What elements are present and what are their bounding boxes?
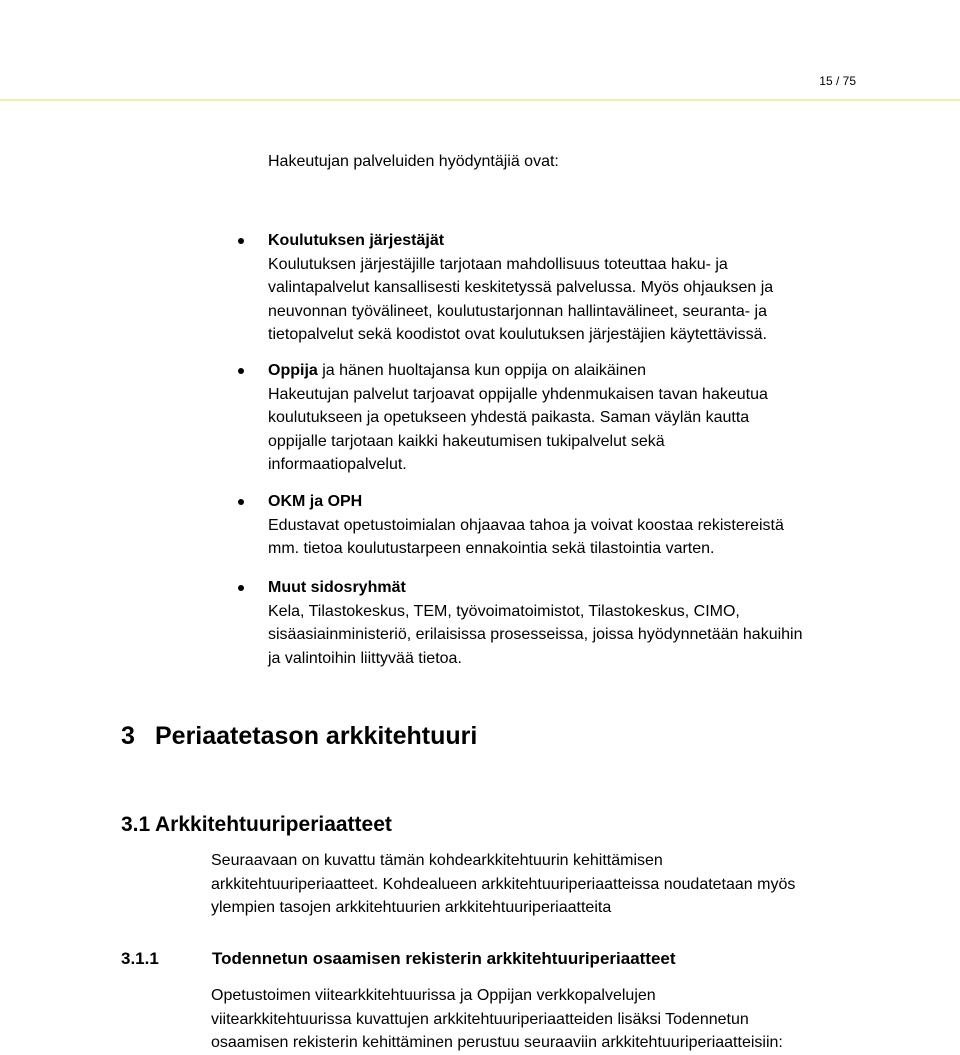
section-heading-3-1-1 (121, 949, 676, 969)
section-title: Periaatetason arkkitehtuuri (155, 722, 478, 750)
paragraph-line: Seuraavaan on kuvattu tämän kohdearkkitehtuurin kehittämisen (211, 852, 663, 869)
bullet-title-line (268, 576, 803, 600)
bullet-icon (238, 368, 244, 374)
bullet-item-oppija (268, 359, 768, 477)
bullet-line: ja valintoihin liittyvää tietoa. (268, 649, 462, 667)
bullet-line: oppijalle tarjotaan kaikki hakeutumisen tukipalvelut sekä (268, 432, 665, 450)
bullet-line: Hakeutujan palvelut tarjoavat oppijalle yhdenmukaisen tavan hakeutua (268, 385, 768, 403)
section-3-1-1-paragraph (211, 984, 783, 1055)
section-heading-3 (121, 722, 477, 751)
bullet-title-line (268, 229, 773, 253)
paragraph-line: arkkitehtuuriperiaatteet. Kohdealueen arkkitehtuuriperiaatteissa noudatetaan myös (211, 875, 796, 893)
bullet-line: sisäasiainministeriö, erilaisissa prosesseissa, joissa hyödynnetään hakuihin (268, 626, 803, 643)
bullet-line: mm. tietoa koulutustarpeen ennakointia sekä tilastointia varten. (268, 540, 715, 557)
section-number: 3.1 (121, 813, 151, 836)
bullet-title: Oppija (268, 362, 318, 379)
intro-text: Hakeutujan palveluiden hyödyntäjiä ovat: (268, 153, 559, 170)
bullet-title-rest: ja hänen huoltajansa kun oppija on alaikäinen (317, 362, 647, 379)
section-title: Todennetun osaamisen rekisterin arkkitehtuuriperiaatteet (212, 949, 676, 968)
paragraph-line: viitearkkitehtuurissa kuvattujen arkkitehtuuriperiaatteiden lisäksi Todennetun (211, 1010, 749, 1028)
bullet-item-okm-oph (268, 490, 784, 561)
bullet-icon (238, 585, 244, 591)
bullet-item-muut-sidosryhmat (268, 576, 803, 670)
page-number: 15 / 75 (819, 74, 856, 88)
section-3-1-paragraph (211, 849, 795, 920)
bullet-icon (238, 499, 244, 505)
bullet-line: tietopalvelut sekä koodistot ovat koulutuksen järjestäjien käytettävissä. (268, 326, 767, 343)
bullet-item-koulutuksen-jarjestajat (268, 229, 773, 347)
paragraph-line: osaamisen rekisterin kehittäminen perustuu seuraaviin arkkitehtuuriperiaatteisiin: (211, 1034, 783, 1051)
section-title: Arkkitehtuuriperiaatteet (155, 813, 392, 836)
section-number: 3 (121, 722, 135, 750)
bullet-line: valintapalvelut kansallisesti keskitetyssä palvelussa. Myös ohjauksen ja (268, 279, 774, 296)
section-number: 3.1.1 (121, 949, 159, 968)
bullet-line: informaatiopalvelut. (268, 456, 407, 473)
bullet-line: Kela, Tilastokeskus, TEM, työvoimatoimistot, Tilastokeskus, CIMO, (268, 602, 740, 620)
bullet-title: Muut sidosryhmät (268, 579, 406, 596)
bullet-title-line (268, 359, 768, 383)
bullet-line: neuvonnan työvälineet, koulutustarjonnan hallintavälineet, seuranta- ja (268, 302, 768, 320)
paragraph-line: Opetustoimen viitearkkitehtuurissa ja Oppijan verkkopalvelujen (211, 987, 656, 1004)
bullet-title: Koulutuksen järjestäjät (268, 232, 445, 249)
section-heading-3-1 (121, 813, 392, 837)
bullet-line: Koulutuksen järjestäjille tarjotaan mahdollisuus toteuttaa haku- ja (268, 255, 728, 273)
bullet-title: OKM ja OPH (268, 493, 363, 510)
paragraph-line: ylempien tasojen arkkitehtuurien arkkitehtuuriperiaatteita (211, 899, 612, 916)
bullet-title-line (268, 490, 784, 514)
bullet-line: Edustavat opetustoimialan ohjaavaa tahoa ja voivat koostaa rekistereistä (268, 516, 784, 534)
bullet-icon (238, 238, 244, 244)
bullet-line: koulutukseen ja opetukseen yhdestä paikasta. Saman väylän kautta (268, 409, 750, 426)
page-header (0, 0, 960, 101)
